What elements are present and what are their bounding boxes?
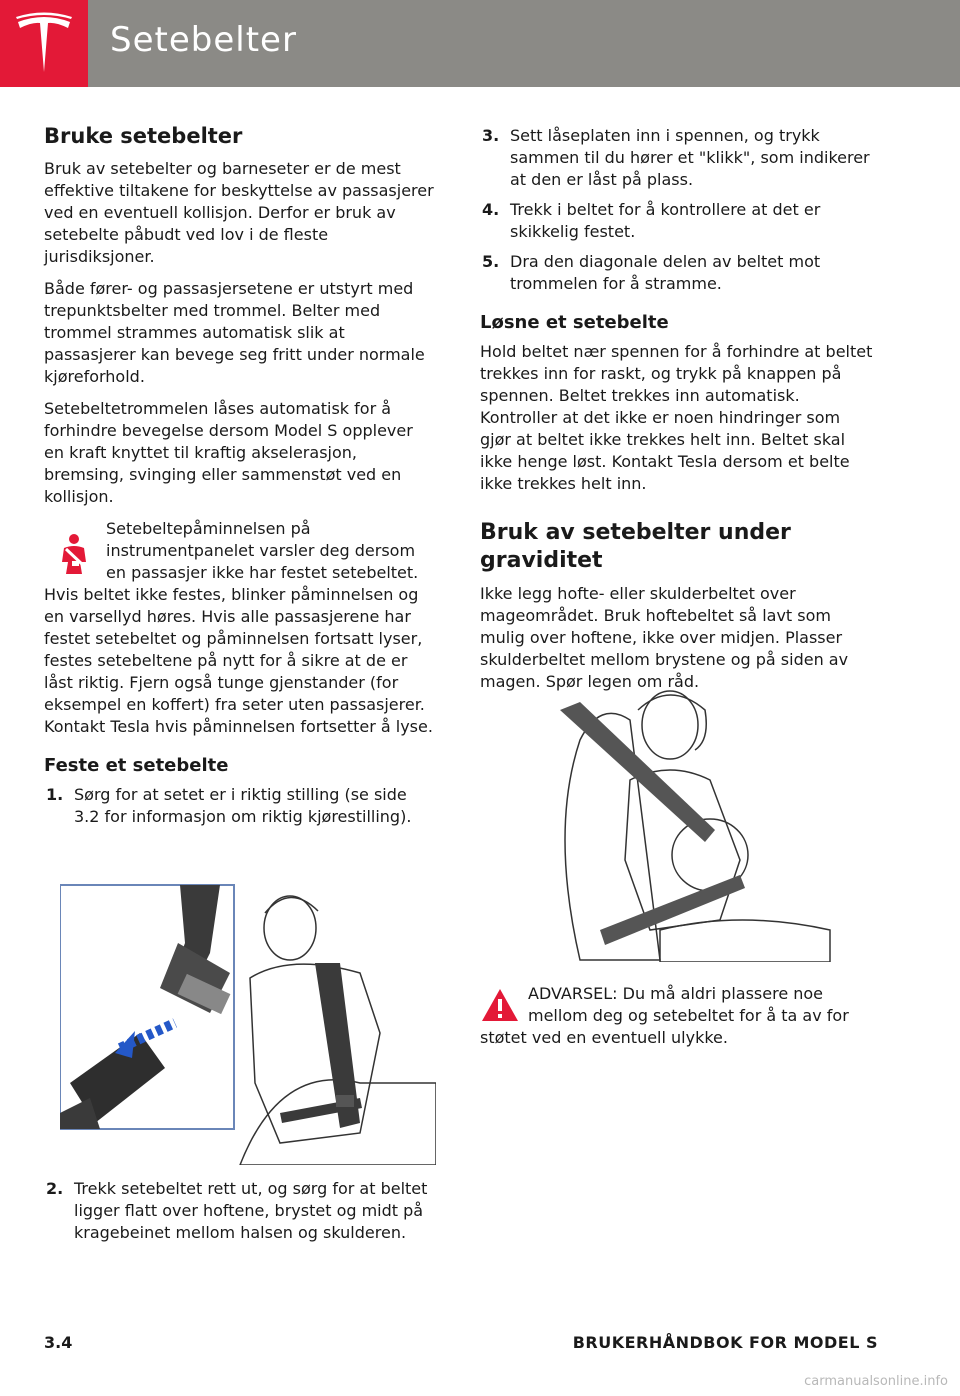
fasten-steps-continued (44, 1178, 436, 1244)
section-heading-pregnancy: Bruk av setebelter under graviditet (480, 520, 791, 573)
reminder-rest-text: Hvis beltet ikke festes, blinker påminnelsen og en varsellyd høres. Hvis alle passasjerene har festet setebeltet og påminnelsen fortsatt lyser, festes setebeltene på nytt for å sikre at de er låst riktig. Fjern også tunge gjenstander (for eksempel en koffert) fra seter uten passasjerer. Kontakt Tesla hvis påminnelsen fortsetter å lyse. (44, 585, 433, 736)
warning-rest-text: støtet ved en eventuell ulykke. (480, 1028, 728, 1047)
fasten-belt-illustration (60, 883, 436, 1165)
warning-note (480, 983, 875, 1049)
step-text: Sørg for at setet er i riktig stilling (se side 3.2 for informasjon om riktig kjørestilling). (74, 785, 412, 826)
warning-indent-text: ADVARSEL: Du må aldri plassere noe mellom deg og setebeltet for å ta av for (528, 984, 849, 1025)
section-heading-using: Bruke setebelter (44, 124, 243, 148)
step-number: 5. (482, 252, 500, 271)
right-column (480, 125, 875, 703)
step-number: 1. (46, 785, 64, 804)
paragraph: Bruk av setebelter og barneseter er de mest effektive tiltakene for beskyttelse av passasjerer ved en eventuell kollisjon. Derfor er bruk av setebelte påbudt ved lov i de fleste jurisdiksjoner. (44, 159, 434, 266)
paragraph: Ikke legg hofte- eller skulderbeltet over mageområdet. Bruk hoftebeltet så lavt som mulig over hoftene, ikke over midjen. Plasser skulderbeltet mellom brystene og på siden av magen. Spør legen om råd. (480, 584, 849, 691)
step-text: Trekk setebeltet rett ut, og sørg for at beltet ligger flatt over hoftene, brystet og midt på kragebeinet mellom halsen og skulderen. (74, 1179, 428, 1242)
seatbelt-reminder-note (44, 518, 436, 738)
seatbelt-reminder-icon (52, 532, 96, 576)
list-item (480, 251, 875, 295)
watermark: carmanualsonline.info (804, 1374, 948, 1389)
page-number: 3.4 (44, 1333, 73, 1352)
step-text: Trekk i beltet for å kontrollere at det er skikkelig festet. (510, 200, 821, 241)
step-number: 4. (482, 200, 500, 219)
list-item (480, 199, 875, 243)
left-column-continued (44, 1178, 436, 1254)
pregnancy-belt-illustration (540, 680, 840, 962)
step-number: 2. (46, 1179, 64, 1198)
paragraph: Både fører- og passasjersetene er utstyrt med trepunktsbelter med trommel. Belter med trommel strammes automatisk slik at passasjerer kan bevege seg fritt under normale kjøreforhold. (44, 279, 425, 386)
tesla-logo (0, 0, 88, 87)
fasten-steps (44, 784, 436, 828)
tesla-logo-icon (14, 12, 74, 74)
list-item (480, 125, 875, 191)
reminder-indent-text: Setebeltepåminnelsen på instrumentpanelet varsler deg dersom en passasjer ikke har festet setebeltet. (106, 519, 419, 582)
list-item (44, 1178, 436, 1244)
page-title: Setebelter (110, 20, 297, 60)
left-column (44, 122, 436, 838)
paragraph: Setebeltetrommelen låses automatisk for å forhindre bevegelse dersom Model S opplever en kraft knyttet til kraftig akselerasjon, bremsing, svinging eller sammenstøt ved en kollisjon. (44, 399, 413, 506)
page-header (0, 0, 960, 87)
step-text: Sett låseplaten inn i spennen, og trykk sammen til du hører et "klikk", som indikerer at den er låst på plass. (510, 126, 870, 189)
section-heading-release: Løsne et setebelte (480, 312, 669, 333)
list-item (44, 784, 436, 828)
step-text: Dra den diagonale delen av beltet mot trommelen for å stramme. (510, 252, 821, 293)
step-number: 3. (482, 126, 500, 145)
section-heading-fasten: Feste et setebelte (44, 755, 229, 776)
fasten-steps-right (480, 125, 875, 295)
manual-title: BRUKERHÅNDBOK FOR MODEL S (572, 1333, 878, 1352)
warning-triangle-icon (480, 987, 520, 1023)
paragraph: Hold beltet nær spennen for å forhindre at beltet trekkes inn for raskt, og trykk på knappen på spennen. Beltet trekkes inn automatisk. Kontroller at det ikke er noen hindringer som gjør at beltet ikke trekkes helt inn. Beltet skal ikke henge løst. Kontakt Tesla dersom et belte ikke trekkes helt inn. (480, 342, 873, 493)
